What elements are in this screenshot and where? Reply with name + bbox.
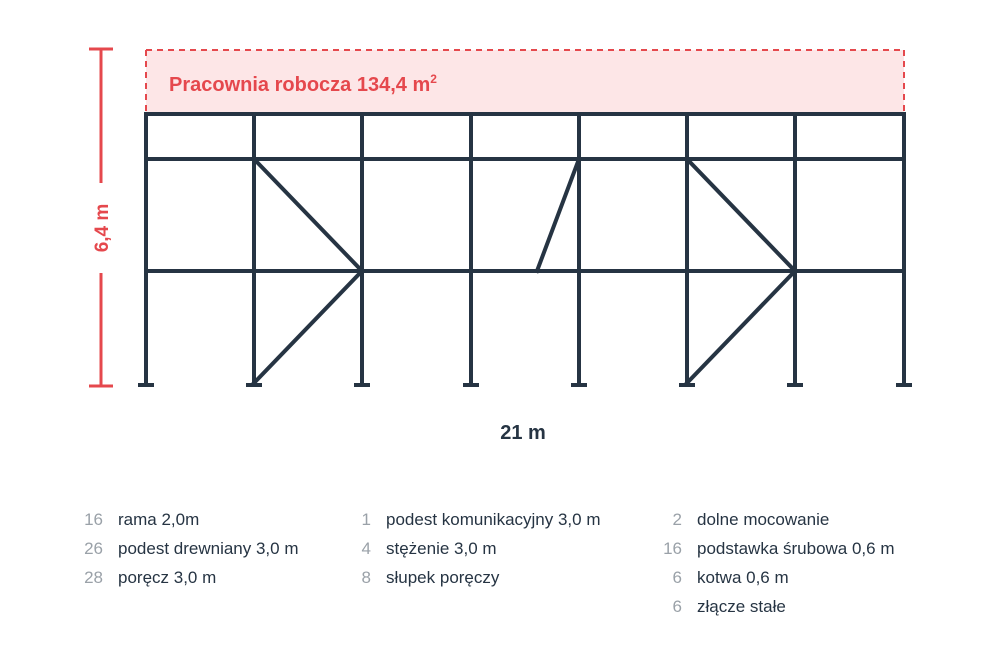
legend-item bbox=[80, 534, 299, 563]
legend-item-quantity: 2 bbox=[672, 509, 682, 529]
legend-column-1 bbox=[80, 505, 299, 592]
legend-item-quantity: 6 bbox=[672, 596, 682, 616]
legend-column-2 bbox=[355, 505, 601, 592]
diagonal-brace bbox=[687, 159, 795, 271]
legend-item-name: dolne mocowanie bbox=[697, 509, 830, 529]
legend-item bbox=[660, 592, 895, 621]
height-label: 6,4 m bbox=[92, 203, 113, 253]
legend-item-name: rama 2,0m bbox=[118, 509, 200, 529]
legend-item-name: podest komunikacyjny 3,0 m bbox=[386, 509, 601, 529]
legend-item-name: podest drewniany 3,0 m bbox=[118, 538, 299, 558]
legend-item-quantity: 8 bbox=[361, 567, 371, 587]
legend-item-name: słupek poręczy bbox=[386, 567, 500, 587]
legend-item-name: stężenie 3,0 m bbox=[386, 538, 497, 558]
legend-item bbox=[660, 563, 895, 592]
scaffold-frame bbox=[140, 114, 910, 385]
legend-item bbox=[660, 505, 895, 534]
legend-item-quantity: 26 bbox=[84, 538, 103, 558]
diagonal-brace bbox=[687, 271, 795, 383]
legend-item-quantity: 28 bbox=[84, 567, 103, 587]
legend-item bbox=[80, 563, 299, 592]
legend-item bbox=[80, 505, 299, 534]
diagonal-brace bbox=[254, 271, 362, 383]
legend-item-quantity: 4 bbox=[361, 538, 371, 558]
legend-item-quantity: 16 bbox=[84, 509, 103, 529]
width-label: 21 m bbox=[500, 422, 546, 444]
legend-column-3 bbox=[660, 505, 895, 621]
legend-item-name: kotwa 0,6 m bbox=[697, 567, 789, 587]
legend-item-quantity: 16 bbox=[663, 538, 682, 558]
legend-item-name: poręcz 3,0 m bbox=[118, 567, 217, 587]
work-area-label: Pracownia robocza 134,4 $m^2$ bbox=[169, 72, 437, 96]
legend-item-name: podstawka śrubowa 0,6 m bbox=[697, 538, 895, 558]
legend-item-name: złącze stałe bbox=[697, 596, 786, 616]
legend-item bbox=[355, 534, 601, 563]
diagonal-brace bbox=[254, 159, 362, 271]
legend-item bbox=[355, 505, 601, 534]
legend-item bbox=[355, 563, 601, 592]
legend-item bbox=[660, 534, 895, 563]
legend-item-quantity: 1 bbox=[361, 509, 371, 529]
legend-item-quantity: 6 bbox=[672, 567, 682, 587]
access-ladder bbox=[537, 159, 579, 271]
